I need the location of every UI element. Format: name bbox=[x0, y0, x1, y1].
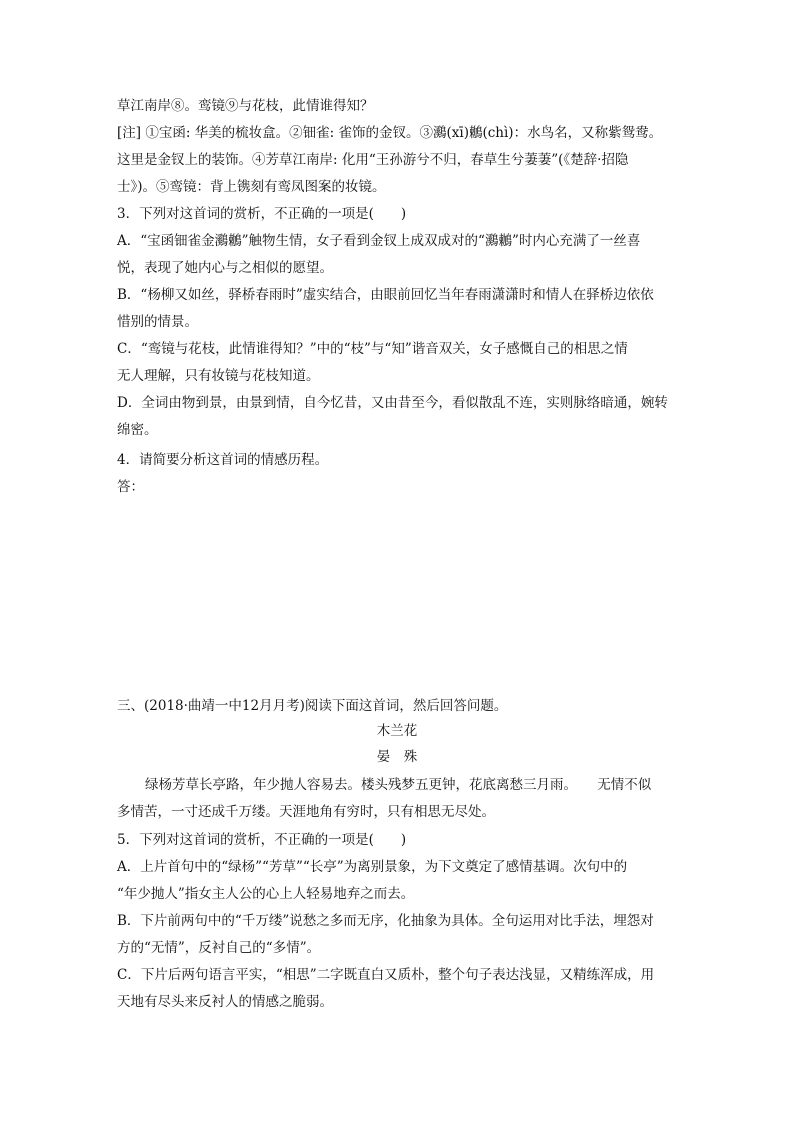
q5-option-a-line-2: “年少抛人”指女主人公的心上人轻易地弃之而去。 bbox=[117, 886, 415, 902]
notes-line-2: 这里是金钗上的装饰。④芳草江南岸: 化用“王孙游兮不归，春草生兮萋萋”(《楚辞·招隐 bbox=[117, 152, 629, 168]
q3-option-a-line-1: A．“宝函钿雀金鸂鶒”触物生情，女子看到金钗上成双成对的“鸂鶒”时内心充满了一丝喜 bbox=[117, 233, 641, 249]
answer-label: 答： bbox=[117, 479, 144, 495]
q3-option-d-line-1: D．全词由物到景，由景到情，自今忆昔，又由昔至今，看似散乱不连，实则脉络暗通，婉转 bbox=[117, 395, 668, 411]
section-3-heading: 三、(2018·曲靖一中12月月考)阅读下面这首词，然后回答问题。 bbox=[117, 698, 508, 714]
poem-line-1: 绿杨芳草长亭路，年少抛人容易去。楼头残梦五更钟，花底离愁三月雨。 无情不似 bbox=[145, 777, 652, 793]
q3-option-d-line-2: 绵密。 bbox=[117, 422, 158, 438]
q5-option-a-line-1: A．上片首句中的“绿杨”“芳草”“长亭”为离别景象，为下文奠定了感情基调。次句中的 bbox=[117, 859, 628, 875]
q5-option-c-line-2: 天地有尽头来反衬人的情感之脆弱。 bbox=[117, 994, 333, 1010]
question-5-stem: 5．下列对这首词的赏析，不正确的一项是( ) bbox=[117, 832, 407, 848]
poem-line-2: 多情苦，一寸还成千万缕。天涯地角有穷时，只有相思无尽处。 bbox=[117, 804, 495, 820]
question-3-stem: 3．下列对这首词的赏析，不正确的一项是( ) bbox=[117, 206, 407, 222]
q3-option-b-line-2: 惜别的情景。 bbox=[117, 314, 198, 330]
poem-tail-line: 草江南岸⑧。鸾镜⑨与花枝，此情谁得知？ bbox=[117, 98, 374, 114]
poem-title: 木兰花 bbox=[376, 723, 418, 739]
q3-option-c-line-2: 无人理解，只有妆镜与花枝知道。 bbox=[117, 368, 320, 384]
notes-line-3: 士》)。⑤鸾镜：背上镌刻有鸾凤图案的妆镜。 bbox=[117, 179, 386, 195]
q5-option-b-line-1: B．下片前两句中的“千万缕”说愁之多而无序，化抽象为具体。全句运用对比手法，埋怨对 bbox=[117, 913, 654, 929]
q3-option-c-line-1: C．“鸾镜与花枝，此情谁得知？”中的“枝”与“知”谐音双关，女子感慨自己的相思之情 bbox=[117, 341, 628, 357]
poem-author: 晏 殊 bbox=[376, 749, 418, 765]
notes-line-1: [注] ①宝函: 华美的梳妆盒。②钿雀: 雀饰的金钗。③鸂(xī)鶒(chì)：水鸟名，又称紫鸳鸯。 bbox=[117, 125, 663, 141]
q3-option-b-line-1: B．“杨柳又如丝，驿桥春雨时”虚实结合，由眼前回忆当年春雨潇潇时和情人在驿桥边依依 bbox=[117, 287, 654, 303]
q3-option-a-line-2: 悦，表现了她内心与之相似的愿望。 bbox=[117, 260, 333, 276]
q5-option-c-line-1: C．下片后两句语言平实，“相思”二字既直白又质朴，整个句子表达浅显，又精练浑成，用 bbox=[117, 967, 655, 983]
question-4-stem: 4．请简要分析这首词的情感历程。 bbox=[117, 452, 329, 468]
q5-option-b-line-2: 方的“无情”，反衬自己的“多情”。 bbox=[117, 940, 321, 956]
